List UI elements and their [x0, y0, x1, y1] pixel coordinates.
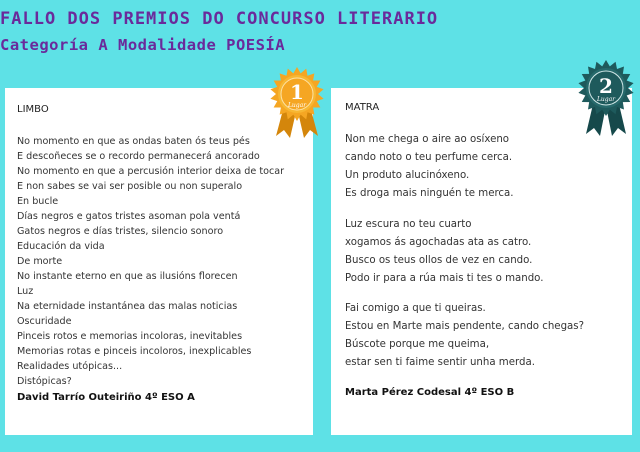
poem-title: MATRA	[345, 102, 380, 113]
second-place-label: Lugar	[596, 96, 616, 103]
poem-line: Luz	[17, 286, 34, 297]
poem-title: LIMBO	[17, 104, 49, 115]
poem-line: Fai comigo a que ti queiras.	[345, 303, 486, 314]
page-title: FALLO DOS PREMIOS DO CONCURSO LITERARIO	[0, 9, 439, 29]
poem-line: Gatos negros e días tristes, silencio sonoro	[17, 226, 224, 237]
poem-author: David Tarrío Outeiriño 4º ESO A	[17, 392, 195, 403]
poem-line: Oscuridade	[17, 316, 72, 327]
poem-line: Es droga mais ninguén te merca.	[345, 188, 514, 199]
poem-line: E descoñeces se o recordo permanecerá ancorado	[17, 151, 260, 162]
poem-line: Podo ir para a rúa mais ti tes o mando.	[345, 273, 544, 284]
poem-line: Pinceis rotos e memorias incoloras, inevitables	[17, 331, 243, 342]
poem-line: No momento en que a percusión interior deixa de tocar	[17, 166, 285, 177]
poem-line: Memorias rotas e pinceis incoloros, inexplicables	[17, 346, 252, 357]
poem-line: En bucle	[17, 196, 59, 207]
poem-line: estar sen ti faime sentir unha merda.	[345, 357, 535, 368]
poem-line: No momento en que as ondas baten ós teus pés	[17, 136, 250, 147]
poem-line: Luz escura no teu cuarto	[345, 219, 472, 230]
first-place-number: 1	[290, 80, 304, 104]
poem-line: cando noto o teu perfume cerca.	[345, 152, 513, 163]
poem-line: Un produto alucinóxeno.	[345, 170, 470, 181]
second-place-number: 2	[599, 74, 613, 98]
poem-line: Busco os teus ollos de vez en cando.	[345, 255, 533, 266]
first-place-rosette-icon	[262, 62, 332, 142]
poem-line: Non me chega o aire ao osíxeno	[345, 134, 510, 145]
poem-author: Marta Pérez Codesal 4º ESO B	[345, 387, 515, 398]
poem-line: Días negros e gatos tristes asoman pola ventá	[17, 211, 241, 222]
poem-line: Na eternidade instantánea das malas noticias	[17, 301, 238, 312]
poem-line: No instante eterno en que as ilusións florecen	[17, 271, 238, 282]
poem-line: Estou en Marte mais pendente, cando chegas?	[345, 321, 585, 332]
poem-line: De morte	[17, 256, 63, 267]
poem-line: E non sabes se vai ser posible ou non superalo	[17, 181, 243, 192]
first-place-label: Lugar	[287, 102, 307, 109]
poem-line: Distópicas?	[17, 376, 72, 387]
poem-line: Educación da vida	[17, 241, 105, 252]
page-subtitle: Categoría A Modalidade POESÍA	[0, 36, 286, 54]
poem-line: Realidades utópicas...	[17, 361, 123, 372]
poem-line: Búscote porque me queima,	[345, 339, 490, 350]
second-place-rosette-icon	[572, 56, 640, 142]
poem-line: xogamos ás agochadas ata as catro.	[345, 237, 532, 248]
